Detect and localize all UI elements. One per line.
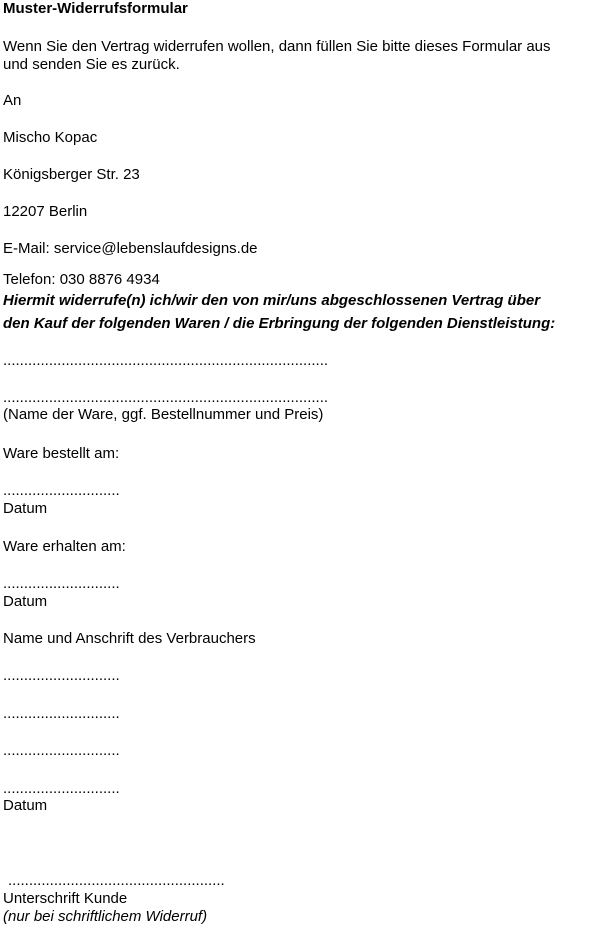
consumer-blank-line-1: ............................ xyxy=(3,667,120,684)
ordered-date-label: Datum xyxy=(3,500,48,517)
declaration-line-2: den Kauf der folgenden Waren / die Erbringung der folgenden Dienstleistung: xyxy=(3,315,556,332)
signature-label: Unterschrift Kunde xyxy=(3,890,128,907)
recipient-name: Mischo Kopac xyxy=(3,129,98,146)
received-date-label: Datum xyxy=(3,593,48,610)
consumer-blank-line-3: ............................ xyxy=(3,742,120,759)
recipient-to-label: An xyxy=(3,92,22,109)
intro-text-line-2: und senden Sie es zurück. xyxy=(3,56,180,73)
consumer-date-label: Datum xyxy=(3,797,48,814)
goods-caption: (Name der Ware, ggf. Bestellnummer und Preis) xyxy=(3,406,324,423)
received-label: Ware erhalten am: xyxy=(3,538,126,555)
consumer-label: Name und Anschrift des Verbrauchers xyxy=(3,630,256,647)
consumer-blank-line-2: ............................ xyxy=(3,705,120,722)
received-date-blank: ............................ xyxy=(3,575,120,592)
declaration-line-1: Hiermit widerrufe(n) ich/wir den von mir/uns abgeschlossenen Vertrag über xyxy=(3,292,541,309)
ordered-date-blank: ............................ xyxy=(3,482,120,499)
recipient-email: E-Mail: service@lebenslaufdesigns.de xyxy=(3,240,258,257)
signature-blank: .................................................... xyxy=(8,872,225,889)
form-title: Muster-Widerrufsformular xyxy=(3,0,188,17)
goods-blank-line-1: .............................................................................. xyxy=(3,352,329,369)
signature-note: (nur bei schriftlichem Widerruf) xyxy=(3,908,208,925)
ordered-label: Ware bestellt am: xyxy=(3,445,120,462)
goods-blank-line-2: .............................................................................. xyxy=(3,389,329,406)
recipient-phone: Telefon: 030 8876 4934 xyxy=(3,271,160,288)
intro-text-line-1: Wenn Sie den Vertrag widerrufen wollen, dann füllen Sie bitte dieses Formular aus xyxy=(3,38,551,55)
consumer-blank-line-4: ............................ xyxy=(3,780,120,797)
recipient-street: Königsberger Str. 23 xyxy=(3,166,140,183)
recipient-city: 12207 Berlin xyxy=(3,203,88,220)
